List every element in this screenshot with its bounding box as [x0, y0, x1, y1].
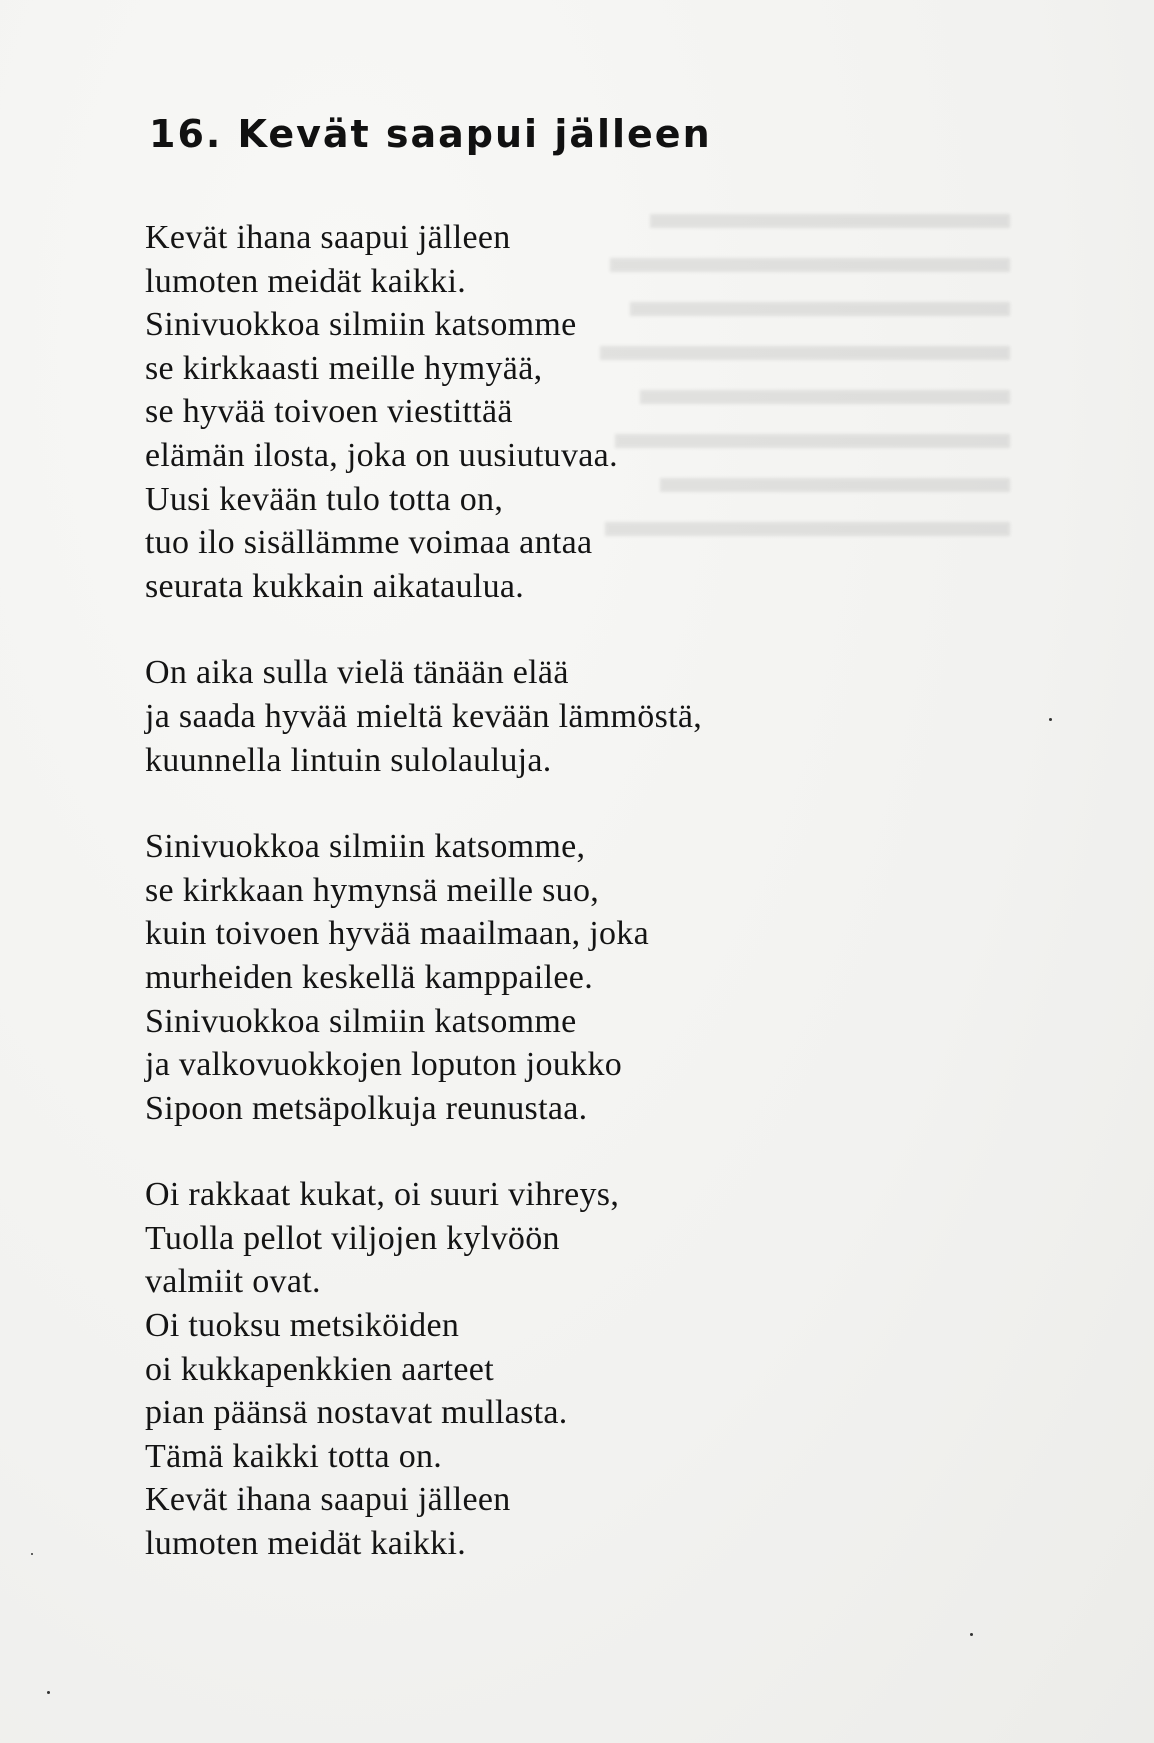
poem-line: Tuolla pellot viljojen kylvöön	[145, 1219, 560, 1257]
poem-line: murheiden keskellä kamppailee.	[145, 958, 593, 996]
poem-line: pian päänsä nostavat mullasta.	[145, 1394, 568, 1432]
poem-line: ja saada hyvää mieltä kevään lämmöstä,	[145, 697, 703, 735]
poem-line: On aika sulla vielä tänään elää	[145, 654, 569, 692]
poem-line: Sinivuokkoa silmiin katsomme,	[145, 828, 586, 866]
poem-line: lumoten meidät kaikki.	[145, 262, 467, 300]
poem-line: kuunnella lintuin sulolauluja.	[145, 741, 552, 779]
scan-speck	[1049, 718, 1052, 721]
poem-line: Sinivuokkoa silmiin katsomme	[145, 1002, 577, 1040]
poem-line: ja valkovuokkojen loputon joukko	[145, 1046, 623, 1084]
stanza-3	[145, 825, 1045, 1130]
poem-line: valmiit ovat.	[145, 1263, 321, 1301]
poem-line: Kevät ihana saapui jälleen	[145, 219, 511, 256]
poem-line: Tämä kaikki totta on.	[145, 1437, 443, 1475]
poem-line: Sipoon metsäpolkuja reunustaa.	[145, 1089, 588, 1127]
scan-speck	[970, 1633, 973, 1636]
poem-line: Oi rakkaat kukat, oi suuri vihreys,	[145, 1176, 620, 1214]
poem-line: tuo ilo sisällämme voimaa antaa	[145, 524, 593, 562]
poem-line: Uusi kevään tulo totta on,	[145, 480, 504, 518]
poem-line: se kirkkaasti meille hymyää,	[145, 349, 543, 387]
poem-line: oi kukkapenkkien aarteet	[145, 1350, 494, 1388]
poem-line: se kirkkaan hymynsä meille suo,	[145, 871, 600, 909]
poem-line: kuin toivoen hyvää maailmaan, joka	[145, 915, 649, 953]
scan-speck	[47, 1691, 50, 1694]
poem-line: Sinivuokkoa silmiin katsomme	[145, 306, 577, 344]
scan-speck	[31, 1553, 33, 1555]
stanza-2	[145, 651, 1045, 782]
poem-line: seurata kukkain aikataulua.	[145, 567, 525, 605]
poem-line: lumoten meidät kaikki.	[145, 1525, 467, 1563]
poem-line: Oi tuoksu metsiköiden	[145, 1307, 460, 1345]
poem-line: Kevät ihana saapui jälleen	[145, 1481, 511, 1519]
stanza-4	[145, 1173, 1045, 1565]
poem-line: elämän ilosta, joka on uusiutuvaa.	[145, 436, 618, 474]
poem-title: 16. Kevät saapui jälleen	[149, 112, 712, 156]
poem-line: se hyvää toivoen viestittää	[145, 393, 513, 431]
poem-body	[145, 216, 1045, 1566]
stanza-1	[145, 216, 1045, 608]
